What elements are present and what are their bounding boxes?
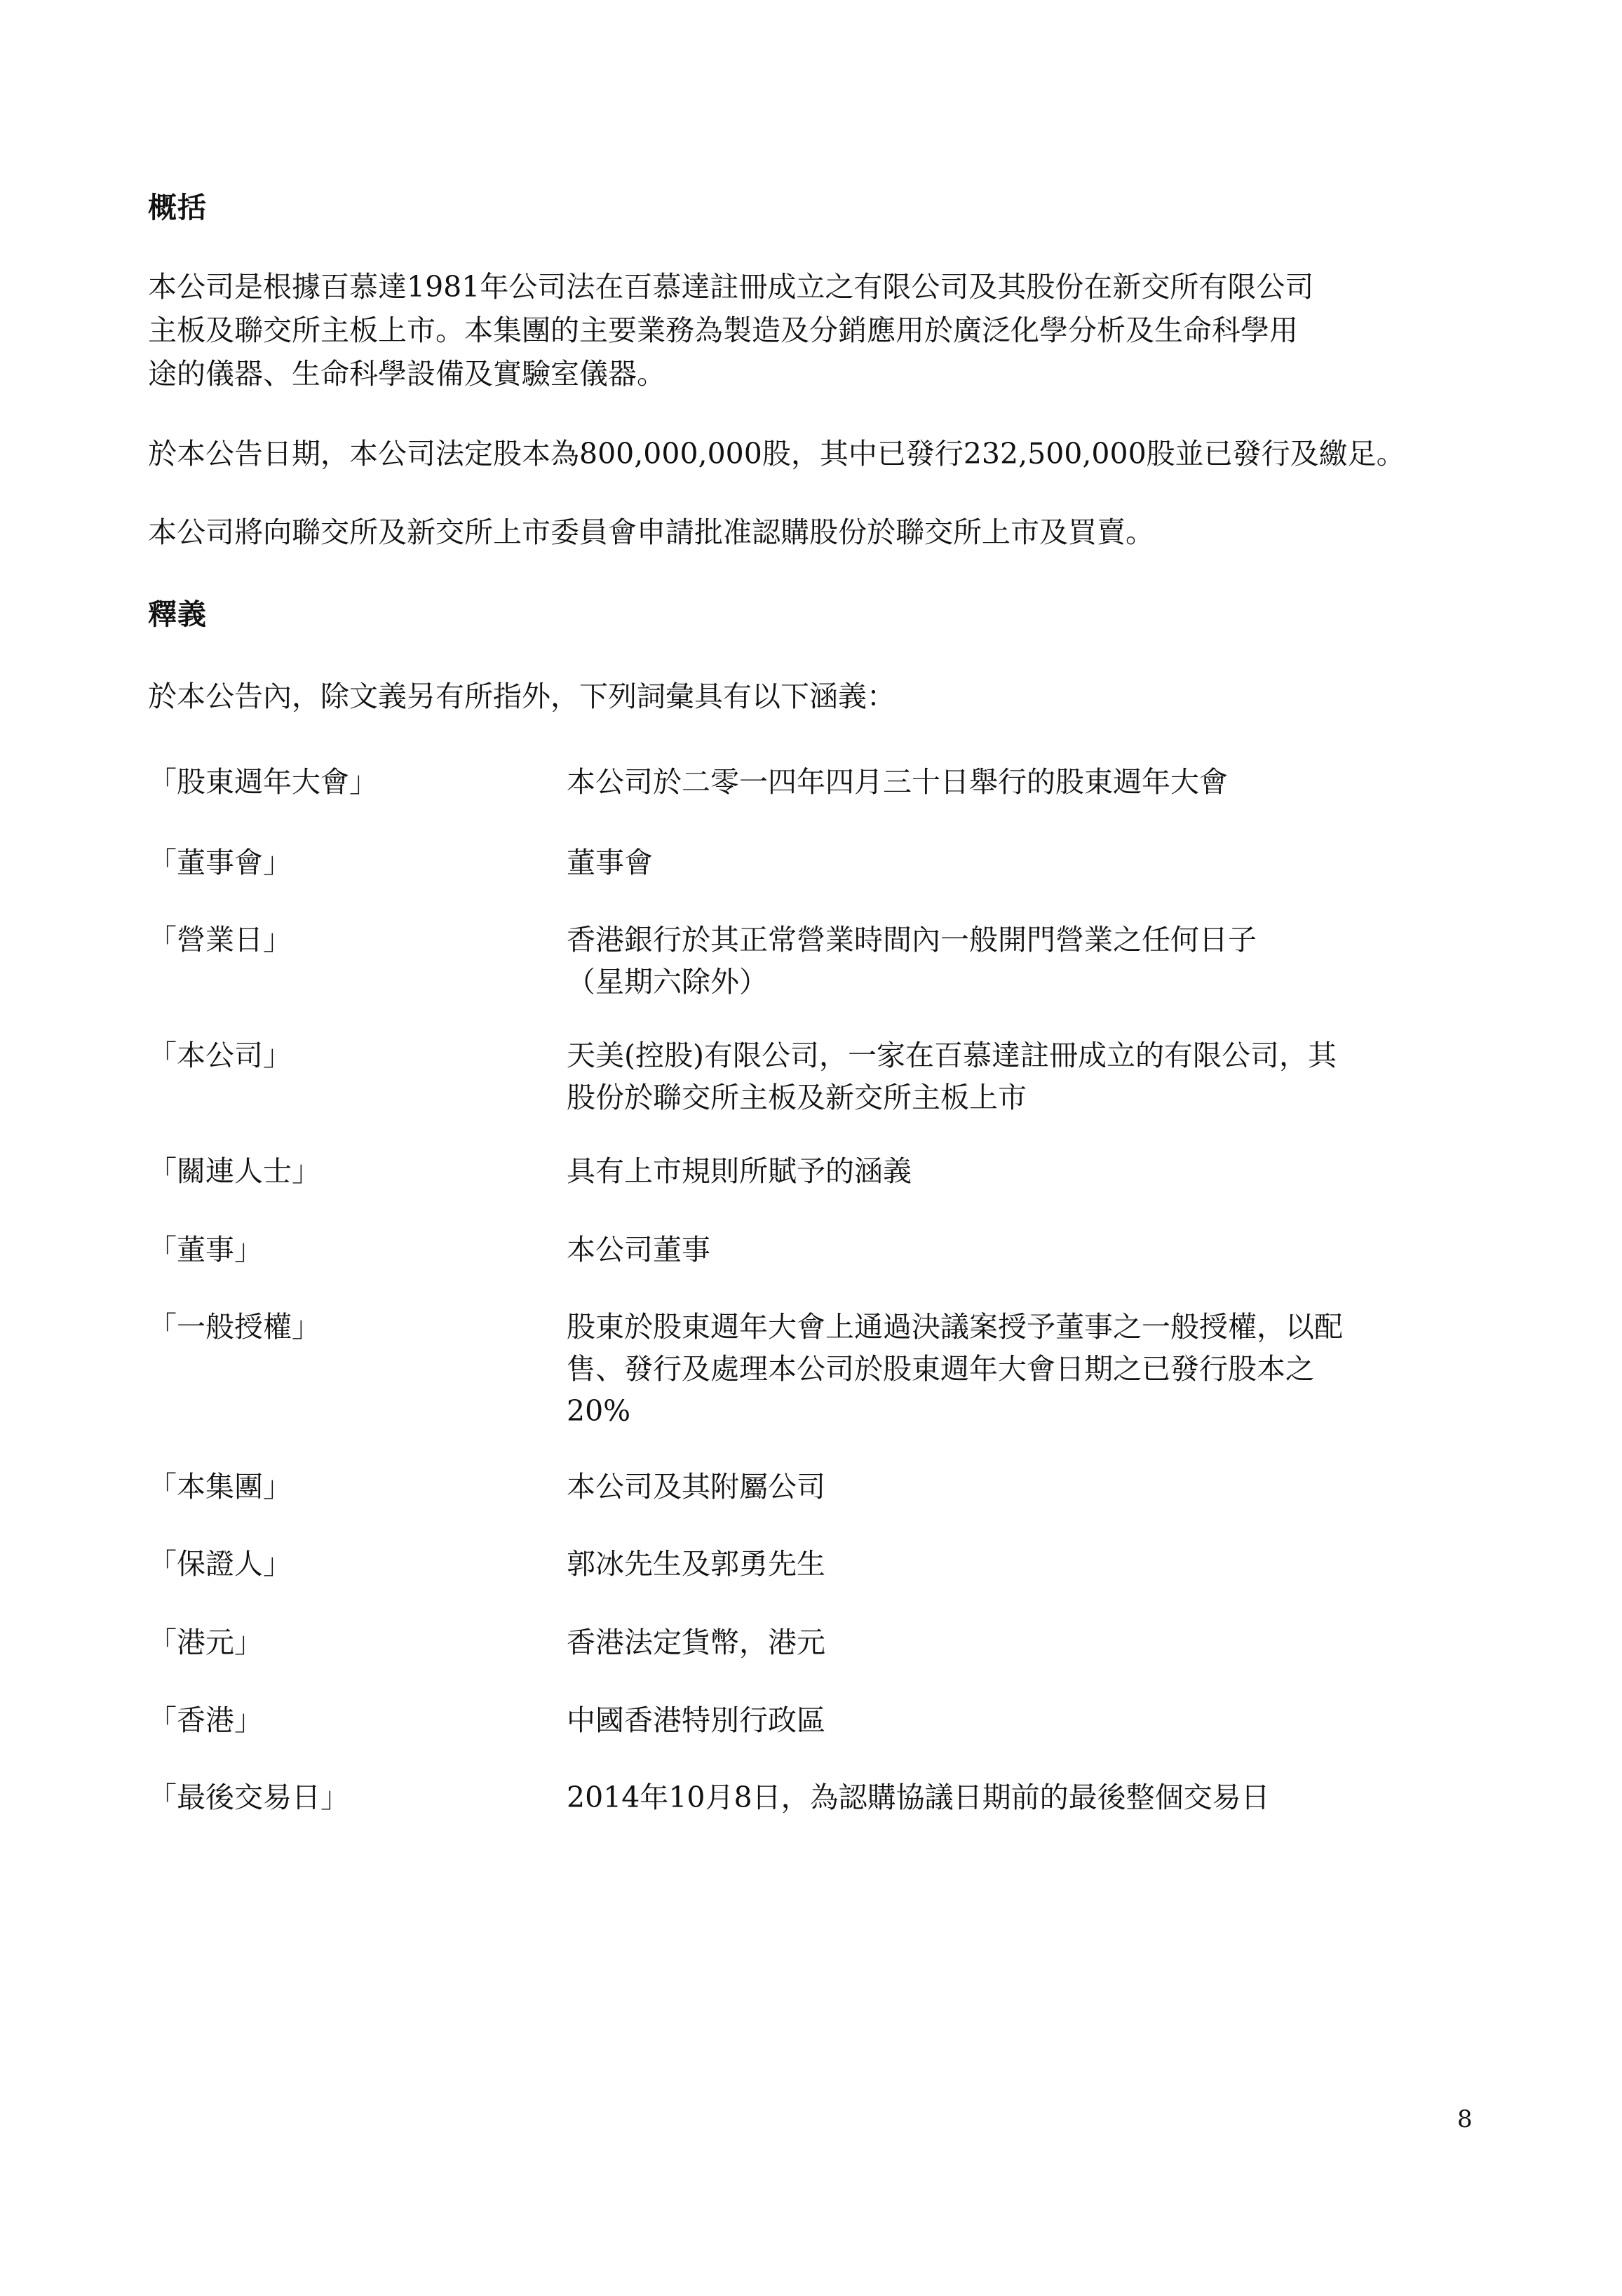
definition-line: 天美(控股)有限公司，一家在百慕達註冊成立的有限公司，其 xyxy=(567,1039,1337,1072)
definition-term: 「關連人士」 xyxy=(148,1154,320,1188)
overview-paragraph-2: 於本公告日期，本公司法定股本為800,000,000股，其中已發行232,500,000股並已發行及繳足。 xyxy=(148,437,1405,471)
definition-line: 本公司董事 xyxy=(567,1233,710,1267)
definition-text xyxy=(567,919,1492,1003)
definition-line: 股份於聯交所主板及新交所主板上市 xyxy=(567,1081,1027,1114)
definition-term: 「保證人」 xyxy=(148,1547,292,1581)
definition-line: 股東於股東週年大會上通過決議案授予董事之一般授權，以配 xyxy=(567,1310,1343,1344)
definition-line: 具有上市規則所賦予的涵義 xyxy=(567,1154,912,1188)
paragraph-line: 本公司是根據百慕達1981年公司法在百慕達註冊成立之有限公司及其股份在新交所有限公司 xyxy=(148,270,1314,304)
definition-term: 「營業日」 xyxy=(148,923,292,957)
definition-text xyxy=(567,842,1492,884)
definition-term: 「港元」 xyxy=(148,1626,263,1659)
definition-term: 「董事會」 xyxy=(148,846,292,879)
definition-text xyxy=(567,1150,1492,1192)
paragraph-line: 主板及聯交所主板上市。本集團的主要業務為製造及分銷應用於廣泛化學分析及生命科學用 xyxy=(148,313,1298,347)
definition-term: 「最後交易日」 xyxy=(148,1781,349,1814)
definition-term: 「董事」 xyxy=(148,1233,263,1267)
section-heading-definitions: 釋義 xyxy=(148,597,207,631)
definition-text xyxy=(567,1034,1492,1119)
definition-line: 20% xyxy=(567,1394,631,1428)
definition-line: 董事會 xyxy=(567,846,653,879)
definition-line: 香港銀行於其正常營業時間內一般開門營業之任何日子 xyxy=(567,923,1257,957)
definition-line: 本公司及其附屬公司 xyxy=(567,1470,825,1504)
definitions-intro: 於本公告內，除文義另有所指外，下列詞彙具有以下涵義： xyxy=(148,680,896,713)
definition-text xyxy=(567,1699,1492,1741)
definition-line: 售、發行及處理本公司於股東週年大會日期之已發行股本之 xyxy=(567,1352,1314,1386)
definition-text xyxy=(567,1306,1492,1432)
overview-paragraph-1 xyxy=(148,265,1501,396)
definition-text xyxy=(567,1621,1492,1663)
definition-line: 2014年10月8日，為認購協議日期前的最後整個交易日 xyxy=(567,1781,1270,1814)
definition-line: （星期六除外） xyxy=(567,965,768,999)
definition-term: 「股東週年大會」 xyxy=(148,765,378,799)
paragraph-line: 途的儀器、生命科學設備及實驗室儀器。 xyxy=(148,357,665,391)
definition-text xyxy=(567,1466,1492,1508)
definition-term: 「本公司」 xyxy=(148,1039,292,1072)
definition-text xyxy=(567,1543,1492,1585)
definition-text xyxy=(567,1229,1492,1271)
definition-line: 本公司於二零一四年四月三十日舉行的股東週年大會 xyxy=(567,765,1228,799)
definition-line: 中國香港特別行政區 xyxy=(567,1703,825,1737)
section-heading-overview: 概括 xyxy=(148,191,207,224)
definition-line: 郭冰先生及郭勇先生 xyxy=(567,1547,825,1581)
definition-line: 香港法定貨幣，港元 xyxy=(567,1626,825,1659)
page-number: 8 xyxy=(1457,2105,1473,2133)
definition-term: 「香港」 xyxy=(148,1703,263,1737)
definition-text xyxy=(567,1776,1492,1818)
definition-term: 「本集團」 xyxy=(148,1470,292,1504)
overview-paragraph-3: 本公司將向聯交所及新交所上市委員會申請批准認購股份於聯交所上市及買賣。 xyxy=(148,515,1154,549)
definition-text xyxy=(567,761,1492,803)
definition-term: 「一般授權」 xyxy=(148,1310,320,1344)
